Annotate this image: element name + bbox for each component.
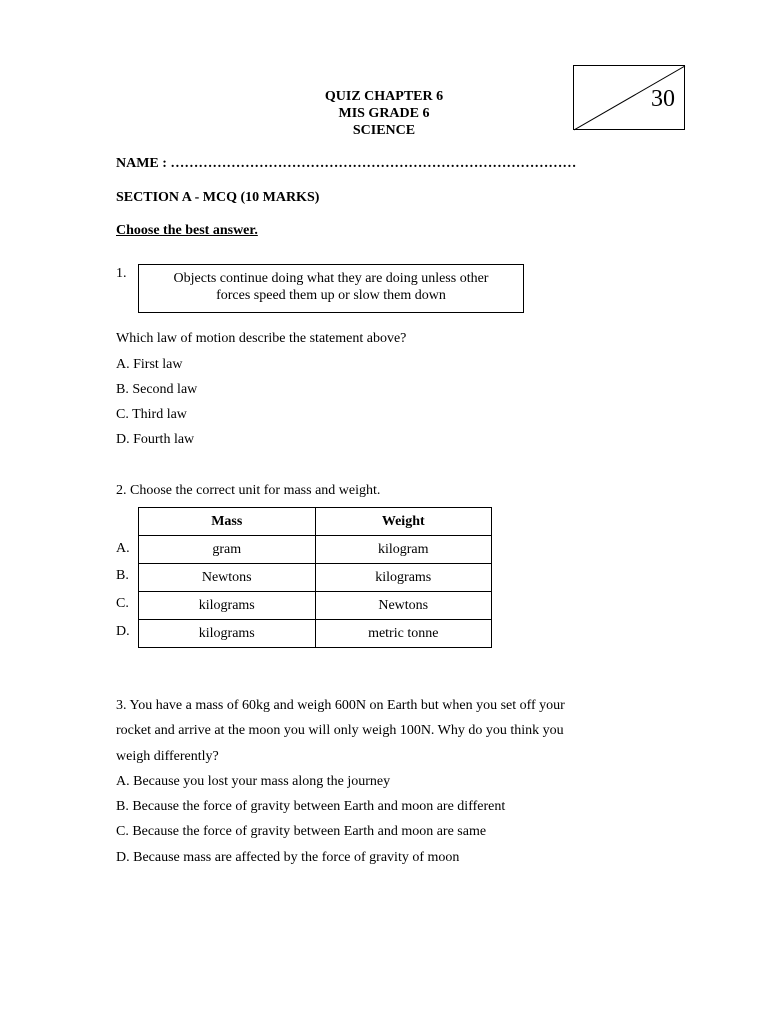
q3-line-3: weigh differently? [116, 749, 219, 764]
q3-option-b: B. Because the force of gravity between Earth and moon are different [116, 799, 506, 814]
q3-option-c: C. Because the force of gravity between Earth and moon are same [116, 824, 487, 839]
subject-label: SCIENCE [352, 123, 416, 138]
table-row [139, 592, 492, 620]
units-table [138, 507, 492, 648]
table-row [139, 536, 492, 564]
table-row [139, 564, 492, 592]
weight-header: Weight [315, 508, 492, 536]
q1-question: Which law of motion describe the statement above? [116, 331, 407, 346]
q3-line-1: 3. You have a mass of 60kg and weigh 600N on Earth but when you set off your [116, 698, 565, 713]
q1-number: 1. [116, 266, 127, 281]
score-box [573, 65, 685, 130]
mass-cell: Newtons [139, 564, 316, 592]
q2-question: 2. Choose the correct unit for mass and weight. [116, 483, 381, 498]
weight-cell: kilograms [315, 564, 492, 592]
weight-cell: metric tonne [315, 620, 492, 648]
mass-header: Mass [139, 508, 316, 536]
q2-row-letter-a: A. [116, 541, 130, 556]
q2-row-letter-c: C. [116, 596, 129, 611]
instruction: Choose the best answer. [116, 223, 258, 238]
quiz-title: QUIZ CHAPTER 6 [324, 89, 444, 104]
table-header-row [139, 508, 492, 536]
q1-option-a: A. First law [116, 357, 183, 372]
name-line: NAME : …………………………………………………………………………… [116, 156, 577, 171]
mass-cell: gram [139, 536, 316, 564]
section-title: SECTION A - MCQ (10 MARKS) [116, 190, 320, 205]
q2-row-letter-b: B. [116, 568, 129, 583]
q1-option-b: B. Second law [116, 382, 198, 397]
q1-statement: Objects continue doing what they are doing unless other forces speed them up or slow them down [173, 271, 489, 303]
q3-option-d: D. Because mass are affected by the force of gravity of moon [116, 850, 460, 865]
q1-option-d: D. Fourth law [116, 432, 195, 447]
table-row [139, 620, 492, 648]
mass-cell: kilograms [139, 592, 316, 620]
q2-row-letter-d: D. [116, 624, 130, 639]
quiz-header [234, 88, 534, 139]
q3-option-a: A. Because you lost your mass along the journey [116, 774, 391, 789]
score-value: 30 [651, 86, 675, 112]
q1-option-c: C. Third law [116, 407, 187, 422]
weight-cell: kilogram [315, 536, 492, 564]
weight-cell: Newtons [315, 592, 492, 620]
grade-label: MIS GRADE 6 [338, 106, 430, 121]
q1-statement-box [138, 264, 524, 313]
q3-line-2: rocket and arrive at the moon you will only weigh 100N. Why do you think you [116, 723, 564, 738]
mass-cell: kilograms [139, 620, 316, 648]
